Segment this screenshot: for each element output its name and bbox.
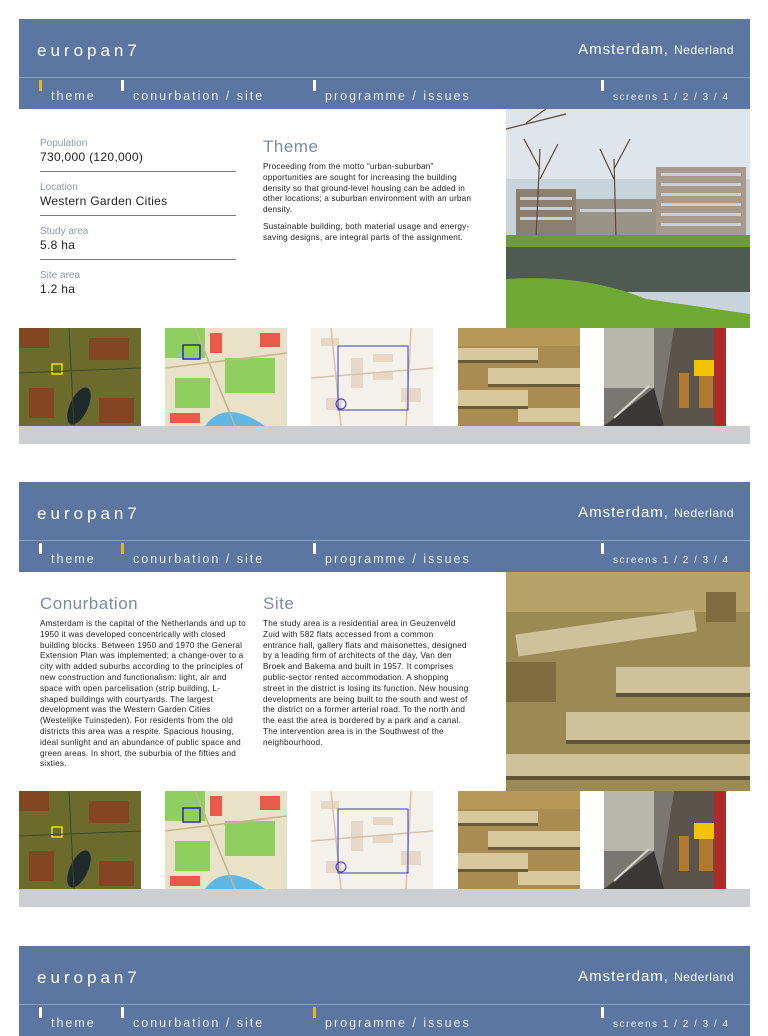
tab-conurbation-label: conurbation / site	[133, 552, 265, 566]
stat-label: Site area	[40, 270, 81, 281]
nav-bar	[19, 1004, 750, 1036]
tab-programme-label: programme / issues	[325, 1016, 471, 1030]
tab-marker	[601, 543, 604, 554]
europan-logo: europan7	[37, 41, 141, 60]
site-plan-icon	[311, 791, 457, 889]
header-bar	[19, 19, 750, 77]
rooftops-photo-icon	[506, 572, 750, 791]
screen-programme	[19, 946, 750, 1036]
header-bar	[19, 946, 750, 1004]
footer-bar	[19, 889, 750, 907]
canal-photo-icon	[506, 109, 750, 328]
screen-theme	[19, 19, 750, 444]
theme-title: Theme	[263, 137, 319, 156]
conurbation-text: Amsterdam is the capital of the Netherlands and up to 1950 it was developed concentrically with closed building blocks. Between 1950 and 1970 the General Extension Plan was implemented; a change-over to a city with added suburbs according to the principles of new construction and functionalism: light, air and space with open parcelisation (strip building, L-shaped buildings with courtyards. The largest development was the Western Garden Cities (Westelijke Tuinsteden). For residents from the old districts this area was a respite. Spacious housing, ideal sunlight and an abundance of public space and green areas. In short, the suburbia of the fifties and sixties.	[40, 619, 246, 769]
stat-value: 5.8 ha	[40, 238, 76, 252]
theme-paragraph: Proceeding from the motto “urban-suburban” opportunities are sought for increasing the building density so that ground-level housing can be added in other locations; a suburban environment with an urban density.	[263, 162, 472, 215]
theme-column	[263, 137, 483, 250]
country-name: Nederland	[674, 970, 734, 984]
europan-logo: europan7	[37, 968, 141, 987]
tab-conurbation-label: conurbation / site	[133, 1016, 265, 1030]
tab-screens-label: screens 1 / 2 / 3 / 4	[613, 92, 730, 103]
housing-photo-icon	[458, 328, 604, 426]
country-name: Nederland	[674, 43, 734, 57]
site-text: The study area is a residential area in Geuzenveld Zuid with 582 flats accessed from a common entrance hall, gallery flats and maisonettes, designed by a leading firm of architects of the day, Van den Broek and Bakema and built in 1957. It comprises public-sector rented accommodation. A shopping street in the district is losing its function. New housing developments are being built to the south and west of the district on a former arterial road. To the north and the east the area is bordered by a park and a canal. The intervention area is in the Southwest of the neighbourhood.	[263, 619, 469, 747]
active-tab-marker	[313, 1007, 316, 1018]
site-stats	[40, 138, 236, 313]
tab-marker	[313, 543, 316, 554]
stat-label: Location	[40, 182, 78, 193]
stat-value: Western Garden Cities	[40, 194, 168, 208]
footer-bar	[19, 426, 750, 444]
site-column	[263, 594, 469, 755]
image-strip	[19, 791, 750, 889]
tab-programme-label: programme / issues	[325, 552, 471, 566]
site-plan-icon	[311, 328, 457, 426]
country-name: Nederland	[674, 506, 734, 520]
stat-value: 1.2 ha	[40, 282, 76, 296]
stat-value: 730,000 (120,000)	[40, 150, 144, 164]
content-area	[19, 109, 750, 328]
aerial-photo-icon	[19, 328, 165, 426]
site-title: Site	[263, 594, 295, 613]
conurbation-title: Conurbation	[40, 594, 139, 613]
tab-marker	[601, 1007, 604, 1018]
tab-screens-label: screens 1 / 2 / 3 / 4	[613, 555, 730, 566]
housing-photo-icon	[458, 791, 604, 889]
city-title	[578, 41, 734, 58]
stat-site-area	[40, 270, 236, 303]
tab-programme-label: programme / issues	[325, 89, 471, 103]
theme-paragraph: Sustainable building, both material usage and energy-saving designs, are integral parts of the assignment.	[263, 221, 470, 242]
tab-marker	[601, 80, 604, 91]
tab-marker	[121, 80, 124, 91]
nav-bar	[19, 77, 750, 109]
tab-marker	[39, 543, 42, 554]
tab-theme-label: theme	[51, 552, 96, 566]
active-tab-marker	[39, 80, 42, 91]
image-strip	[19, 328, 750, 426]
europan-logo: europan7	[37, 504, 141, 523]
stat-label: Study area	[40, 226, 89, 237]
tab-theme-label: theme	[51, 1016, 96, 1030]
stat-population	[40, 138, 236, 172]
city-name: Amsterdam,	[578, 41, 669, 58]
content-area	[19, 572, 750, 791]
city-name: Amsterdam,	[578, 504, 669, 521]
city-title	[578, 968, 734, 985]
screen-conurbation	[19, 482, 750, 907]
stat-location	[40, 182, 236, 216]
city-name: Amsterdam,	[578, 968, 669, 985]
district-map-icon	[165, 328, 311, 426]
tab-marker	[39, 1007, 42, 1018]
aerial-photo-icon	[19, 791, 165, 889]
tab-marker	[121, 1007, 124, 1018]
gallery-photo-icon	[604, 328, 750, 426]
stat-study-area	[40, 226, 236, 260]
city-title	[578, 504, 734, 521]
active-tab-marker	[121, 543, 124, 554]
header-bar	[19, 482, 750, 540]
tab-theme-label: theme	[51, 89, 96, 103]
nav-bar	[19, 540, 750, 572]
stat-label: Population	[40, 138, 88, 149]
tab-conurbation-label: conurbation / site	[133, 89, 265, 103]
tab-marker	[313, 80, 316, 91]
district-map-icon	[165, 791, 311, 889]
tab-screens-label: screens 1 / 2 / 3 / 4	[613, 1019, 730, 1030]
gallery-photo-icon	[604, 791, 750, 889]
conurbation-column	[40, 594, 246, 776]
